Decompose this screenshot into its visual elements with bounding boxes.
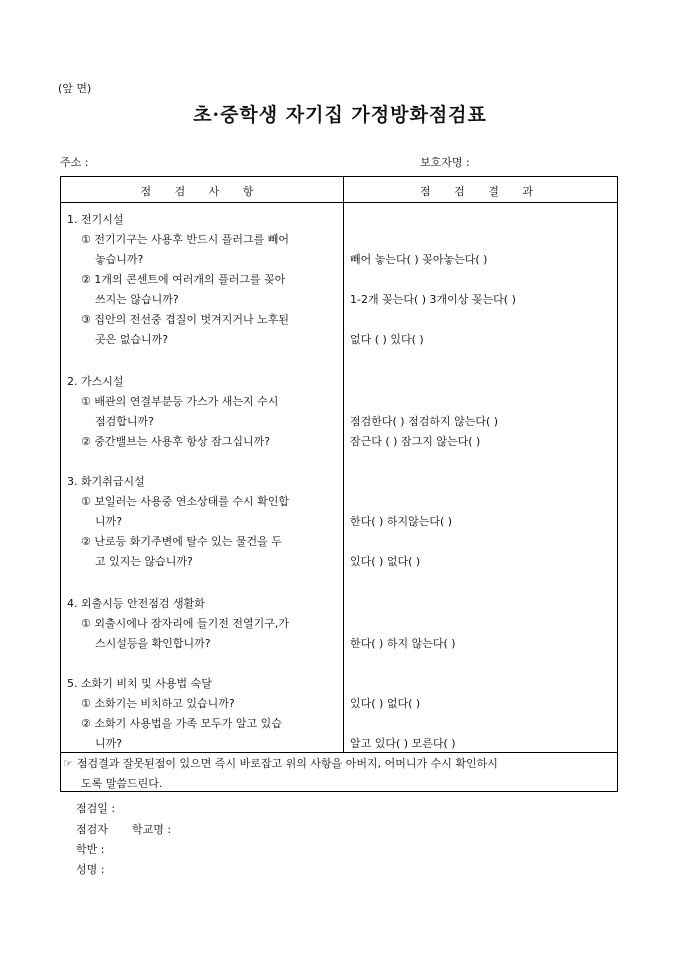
section-title: 5. 소화기 비치 및 사용법 숙달 [67,677,212,690]
answer-options: 알고 있다( ) 모른다( ) [350,737,456,750]
class-label: 학반 : [76,843,105,856]
question-line: ② 1개의 콘센트에 여러개의 플러그를 꽂아 [81,273,286,286]
section-title: 4. 외출시등 안전점검 생활화 [67,597,205,610]
answer-options: 잠근다 ( ) 잠그지 않는다( ) [350,435,481,448]
question-line: ① 소화기는 비치하고 있습니까? [81,697,235,710]
page-side-label: (앞 면) [58,82,92,95]
question-line: 곳은 없습니까? [95,333,169,346]
name-label: 성명 : [76,863,105,876]
footer-divider [61,752,617,753]
question-line: 고 있지는 않습니까? [95,555,193,568]
question-line: ① 보일러는 사용중 연소상태를 수시 확인합 [81,495,289,508]
section-title: 3. 화기취급시설 [67,475,145,488]
document-title: 초·중학생 자기집 가정방화점검표 [193,104,487,126]
question-line: 쓰지는 않습니까? [95,293,179,306]
inspector-label: 점검자 [76,823,108,836]
answer-options: 있다( ) 없다( ) [350,697,421,710]
question-line: 니까? [95,515,123,528]
header-check-results: 점 검 결 과 [420,185,543,198]
answer-options: 없다 ( ) 있다( ) [350,333,424,346]
section-title: 2. 가스시설 [67,375,124,388]
answer-options: 빼어 놓는다( ) 꽂아놓는다( ) [350,253,488,266]
guardian-name-label: 보호자명 : [420,156,470,169]
answer-options: 점검한다( ) 점검하지 않는다( ) [350,415,499,428]
header-divider [61,202,617,203]
footer-note-line: 점검결과 잘못된점이 있으면 즉시 바로잡고 위의 사항을 아버지, 어머니가 수시 확인하시 [76,757,498,770]
inspection-date-label: 점검일 : [76,802,116,815]
question-line: 놓습니까? [95,253,144,266]
address-label: 주소 : [60,156,89,169]
question-line: ① 전기기구는 사용후 반드시 플러그를 빼어 [81,233,289,246]
answer-options: 1-2개 꽂는다( ) 3개이상 꽂는다( ) [350,293,516,306]
section-title: 1. 전기시설 [67,213,124,226]
question-line: ② 소화기 사용법을 가족 모두가 알고 있습 [81,717,282,730]
question-line: ② 난로등 화기주변에 탈수 있는 물건을 두 [81,535,282,548]
question-line: 니까? [95,737,123,750]
question-line: 스시설등을 확인합니까? [95,637,211,650]
header-check-items: 점 검 사 항 [140,185,264,198]
question-line: ③ 집안의 전선중 겹질이 벗겨지거나 노후된 [81,313,289,326]
question-line: ① 배관의 연결부분등 가스가 새는지 수시 [81,395,279,408]
checklist-table [60,176,618,792]
answer-options: 있다( ) 없다( ) [350,555,421,568]
pointing-hand-icon: ☞ [63,757,73,770]
question-line: 점검합니까? [95,415,154,428]
school-name-label: 학교명 : [132,823,172,836]
question-line: ② 중간밸브는 사용후 항상 잠그십니까? [81,435,271,448]
answer-options: 한다( ) 하지 않는다( ) [350,637,456,650]
question-line: ① 외출시에나 잠자리에 들기전 전열기구,가 [81,617,289,630]
column-divider [343,177,344,752]
answer-options: 한다( ) 하지않는다( ) [350,515,453,528]
footer-note [63,754,615,794]
footer-note-line: 도록 말씀드린다. [81,777,163,790]
